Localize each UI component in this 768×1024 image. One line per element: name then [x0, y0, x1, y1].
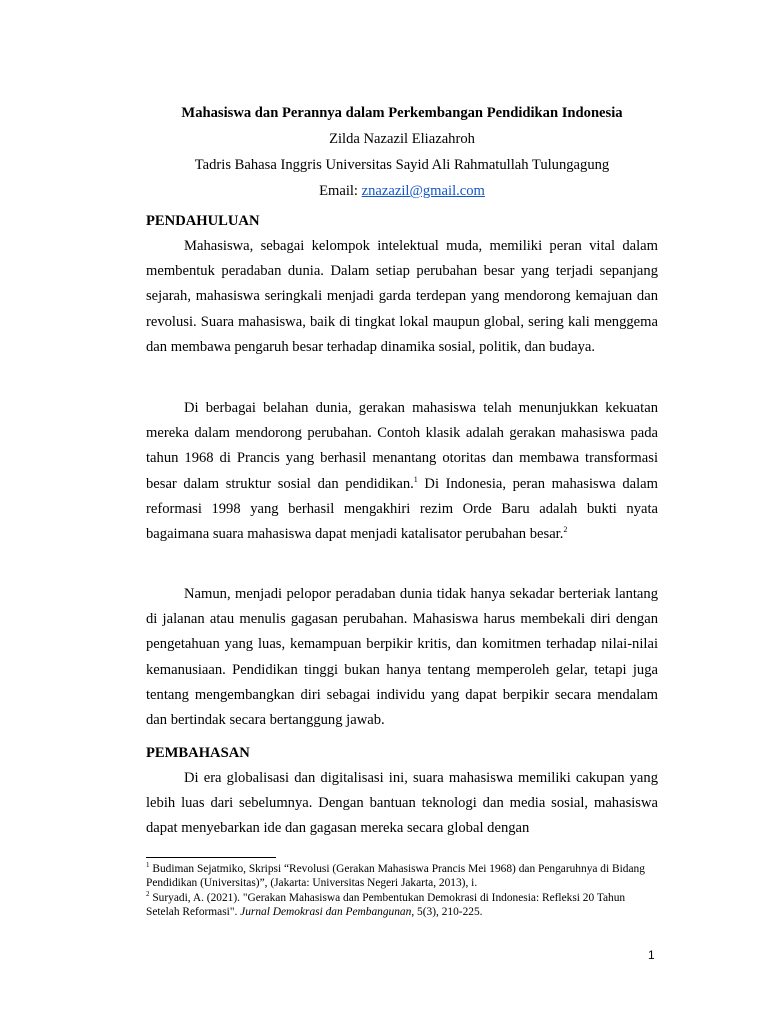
discussion-heading: PEMBAHASAN: [146, 745, 250, 761]
paragraph-1: [146, 234, 658, 360]
paragraph-3-text: Namun, menjadi pelopor peradaban dunia tidak hanya sekadar berteriak lantang di jalanan atau menulis gagasan perubahan. Mahasiswa harus membekali diri dengan pengetahuan yang luas, kemampuan berpikir kritis, dan komitmen terhadap nilai-nilai kemanusiaan. Pendidikan tinggi bukan hanya tentang memperoleh gelar, tetapi juga tentang mengembangkan diri sebagai individu yang dapat berpikir secara mendalam dan bertindak secara bertanggung jawab.: [146, 586, 658, 729]
footnote-2: [146, 891, 661, 919]
footnote-1-number: 1: [146, 861, 150, 870]
footnote-separator: [146, 857, 276, 858]
paragraph-4-text: Di era globalisasi dan digitalisasi ini, suara mahasiswa memiliki cakupan yang lebih luas dari sebelumnya. Dengan bantuan teknologi dan media sosial, mahasiswa dapat menyebarkan ide dan gagasan mereka secara global dengan: [146, 770, 658, 837]
footnote-2-journal: Jurnal Demokrasi dan Pembangunan: [240, 906, 412, 919]
paragraph-4: [146, 766, 658, 842]
paragraph-2: [146, 396, 658, 547]
paragraph-1-text: Mahasiswa, sebagai kelompok intelektual muda, memiliki peran vital dalam membentuk peradaban dunia. Dalam setiap perubahan besar yang terjadi sepanjang sejarah, mahasiswa seringkali menjadi garda terdepan yang mendorong kemajuan dan revolusi. Suara mahasiswa, baik di tingkat lokal maupun global, sering kali menggema dan membawa pengaruh besar terhadap dinamika sosial, politik, dan budaya.: [146, 238, 658, 355]
paragraph-2-text-b: Di Indonesia, peran mahasiswa dalam reformasi 1998 yang berhasil mengakhiri rezim Orde Baru adalah bukti nyata bagaimana suara mahasiswa dapat menjadi katalisator perubahan besar.: [146, 475, 658, 543]
footnote-ref-1[interactable]: 1: [413, 474, 418, 484]
intro-heading: PENDAHULUAN: [146, 213, 260, 229]
title-block: [146, 100, 658, 204]
email-label: Email:: [319, 183, 358, 199]
email-line: [146, 178, 658, 204]
paper-title: Mahasiswa dan Perannya dalam Perkembangan Pendidikan Indonesia: [181, 105, 623, 121]
author-name: Zilda Nazazil Eliazahroh: [329, 131, 475, 147]
footnote-2-text-b: , 5(3), 210-225.: [411, 906, 483, 919]
footnote-2-number: 2: [146, 890, 150, 899]
footnote-1: [146, 862, 661, 890]
paragraph-2-text-a: Di berbagai belahan dunia, gerakan mahasiswa telah menunjukkan kekuatan mereka dalam mendorong perubahan. Contoh klasik adalah gerakan mahasiswa pada tahun 1968 di Prancis yang berhasil menantang otoritas dan membawa transformasi besar dalam struktur sosial dan pendidikan.: [146, 400, 658, 492]
email-link[interactable]: znazazil@gmail.com: [361, 183, 485, 199]
footnote-2-text-a: Suryadi, A. (2021). "Gerakan Mahasiswa dan Pembentukan Demokrasi di Indonesia: Refleksi 20 Tahun Setelah Reformasi".: [146, 892, 626, 919]
affiliation: Tadris Bahasa Inggris Universitas Sayid Ali Rahmatullah Tulungagung: [194, 157, 610, 173]
page-number: 1: [648, 948, 655, 962]
footnote-1-text: Budiman Sejatmiko, Skripsi “Revolusi (Gerakan Mahasiswa Prancis Mei 1968) dan Pengaruhnya di Bidang Pendidikan (Universitas)”, (Jakarta: Universitas Negeri Jakarta, 2013), i.: [146, 863, 645, 890]
paragraph-3: [146, 582, 658, 733]
footnote-ref-2[interactable]: 2: [563, 525, 568, 535]
